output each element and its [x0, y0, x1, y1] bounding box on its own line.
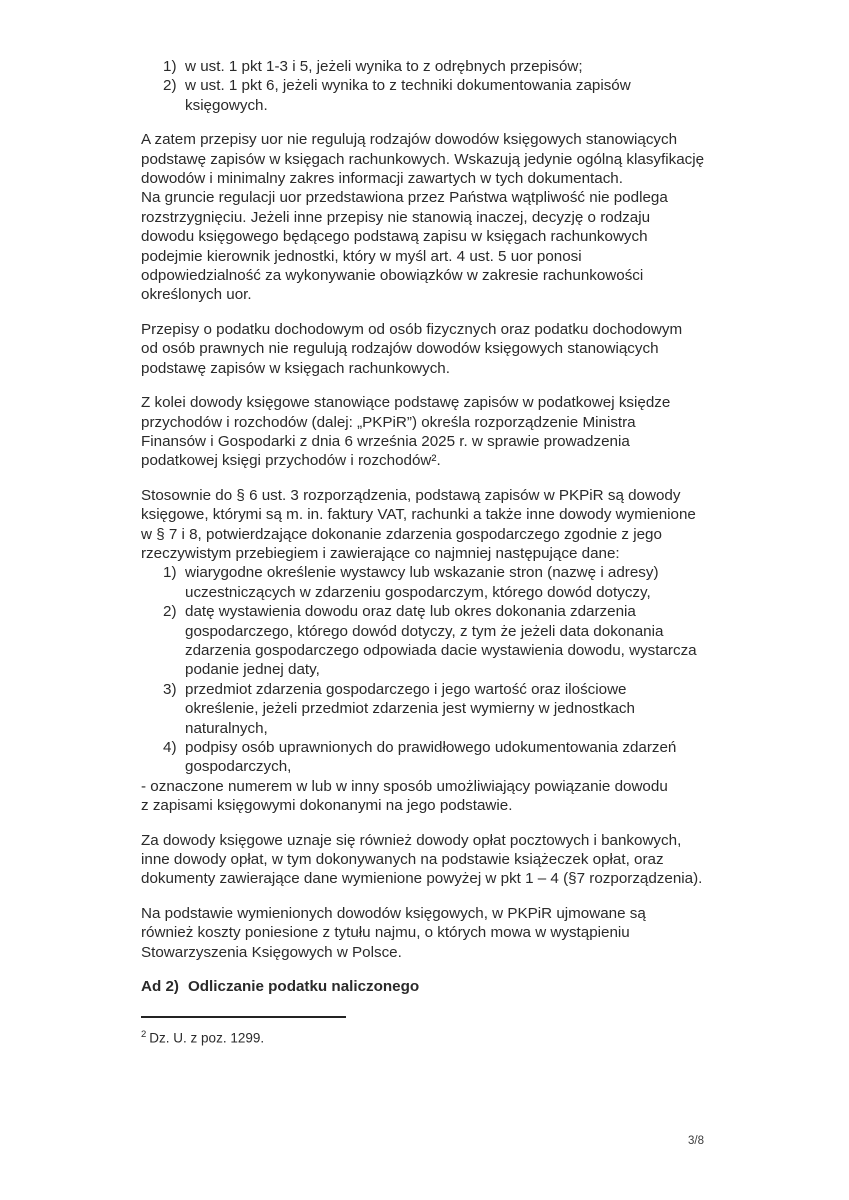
list-item-line: gospodarczego, którego dowód dotyczy, z tym że jeżeli data dokonania [185, 622, 664, 640]
footnote-separator [141, 1016, 346, 1018]
paragraph [141, 486, 751, 564]
paragraph-line: księgowe, którymi są m. in. faktury VAT, rachunki a także inne dowody wymienione [141, 506, 696, 524]
heading-text: Odliczanie podatku naliczonego [187, 978, 420, 996]
paragraph [141, 393, 751, 471]
list-item-line: gospodarczych, [185, 758, 292, 776]
paragraph-line: Stosownie do § 6 ust. 3 rozporządzenia, podstawą zapisów w PKPiR są dowody [141, 486, 681, 504]
paragraph-line: rozstrzygnięciu. Jeżeli inne przepisy nie stanowią inaczej, decyzję o rodzaju [141, 208, 651, 226]
paragraph-line: Stowarzyszenia Księgowych w Polsce. [141, 943, 402, 961]
list-item-marker: 3) [163, 680, 177, 698]
numbered-list [141, 563, 751, 776]
list-item-line: podanie jednej daty, [185, 661, 320, 679]
footnote-marker: 2 [141, 1029, 147, 1040]
list-item [141, 602, 751, 680]
paragraph-line: podejmie kierownik jednostki, który w myśl art. 4 ust. 5 uor ponosi [141, 247, 582, 265]
list-item-line: w ust. 1 pkt 1-3 i 5, jeżeli wynika to z odrębnych przepisów; [185, 58, 583, 75]
list-item-line: datę wystawienia dowodu oraz datę lub okres dokonania zdarzenia [185, 603, 636, 621]
paragraph [141, 831, 751, 889]
numbered-list [141, 57, 751, 115]
section-heading [141, 977, 751, 996]
heading-label: Ad 2) [141, 978, 179, 996]
paragraph-line: A zatem przepisy uor nie regulują rodzajów dowodów księgowych stanowiących [141, 131, 678, 149]
document-body [141, 57, 751, 996]
paragraph-line: od osób prawnych nie regulują rodzajów dowodów księgowych stanowiących [141, 340, 659, 358]
list-item-marker: 1) [163, 564, 177, 582]
list-item-line: wiarygodne określenie wystawcy lub wskazanie stron (nazwę i adresy) [185, 564, 659, 582]
list-item-marker: 1) [163, 58, 177, 75]
paragraph [141, 130, 751, 305]
paragraph-line: podstawę zapisów w księgach rachunkowych. [141, 359, 450, 377]
paragraph-line: - oznaczone numerem w lub w inny sposób umożliwiający powiązanie dowodu [141, 777, 668, 795]
list-item-line: w ust. 1 pkt 6, jeżeli wynika to z techniki dokumentowania zapisów [185, 77, 631, 95]
paragraph-line: podstawę zapisów w księgach rachunkowych. Wskazują jedynie ogólną klasyfikację [141, 150, 705, 168]
list-item-marker: 2) [163, 603, 177, 621]
list-item-marker: 2) [163, 77, 177, 95]
paragraph-line: Z kolei dowody księgowe stanowiące podstawę zapisów w podatkowej księdze [141, 394, 671, 412]
paragraph-line: również koszty poniesione z tytułu najmu, o których mowa w wystąpieniu [141, 924, 630, 942]
list-item-line: księgowych. [185, 96, 268, 114]
paragraph-line: Za dowody księgowe uznaje się również dowody opłat pocztowych i bankowych, [141, 831, 682, 849]
paragraph-line: rzeczywistym przebiegiem i zawierające co najmniej następujące dane: [141, 544, 620, 562]
footnote [141, 1026, 264, 1047]
paragraph-line: z zapisami księgowymi dokonanymi na jego podstawie. [141, 797, 513, 815]
paragraph-line: Przepisy o podatku dochodowym od osób fizycznych oraz podatku dochodowym [141, 320, 683, 338]
paragraph [141, 320, 751, 378]
paragraph-line: Finansów i Gospodarki z dnia 6 września 2025 r. w sprawie prowadzenia [141, 432, 630, 450]
paragraph-line: Na gruncie regulacji uor przedstawiona przez Państwa wątpliwość nie podlega [141, 189, 668, 207]
list-item-line: podpisy osób uprawnionych do prawidłowego udokumentowania zdarzeń [185, 739, 677, 756]
paragraph-line: odpowiedzialność za wykonywanie obowiązków w zakresie rachunkowości [141, 267, 644, 285]
paragraph-line: inne dowody opłat, w tym dokonywanych na podstawie książeczek opłat, oraz [141, 851, 664, 869]
paragraph [141, 777, 751, 816]
list-item-marker: 4) [163, 739, 177, 756]
paragraph-line: dowodów i minimalny zakres informacji zawartych w tych dokumentach. [141, 170, 623, 188]
list-item [141, 680, 751, 738]
paragraph-line: dokumenty zawierające dane wymienione powyżej w pkt 1 – 4 (§7 rozporządzenia). [141, 870, 703, 888]
list-item-line: przedmiot zdarzenia gospodarczego i jego wartość oraz ilościowe [185, 680, 627, 698]
paragraph-line: dowodu księgowego będącego podstawą zapisu w księgach rachunkowych [141, 228, 648, 246]
list-item [141, 76, 751, 115]
page-number: 3/8 [688, 1135, 704, 1147]
footnote-text: Dz. U. z poz. 1299. [149, 1030, 265, 1046]
list-item [141, 57, 751, 76]
paragraph [141, 904, 751, 962]
paragraph-line: przychodów i rozchodów (dalej: „PKPiR”) określa rozporządzenie Ministra [141, 413, 636, 431]
paragraph-line: Na podstawie wymienionych dowodów księgowych, w PKPiR ujmowane są [141, 904, 646, 922]
paragraph-line: w § 7 i 8, potwierdzające dokonanie zdarzenia gospodarczego zgodnie z jego [141, 525, 662, 543]
list-item-line: zdarzenia gospodarczego odpowiada dacie wystawienia dowodu, wystarcza [185, 641, 697, 659]
paragraph-line: określonych uor. [141, 286, 252, 304]
list-item [141, 563, 751, 602]
list-item [141, 738, 751, 777]
list-item-line: uczestniczących w zdarzeniu gospodarczym, którego dowód dotyczy, [185, 583, 651, 601]
list-item-line: naturalnych, [185, 719, 268, 737]
list-item-line: określenie, jeżeli przedmiot zdarzenia jest wymierny w jednostkach [185, 700, 635, 718]
paragraph-line: podatkowej księgi przychodów i rozchodów². [141, 452, 441, 470]
